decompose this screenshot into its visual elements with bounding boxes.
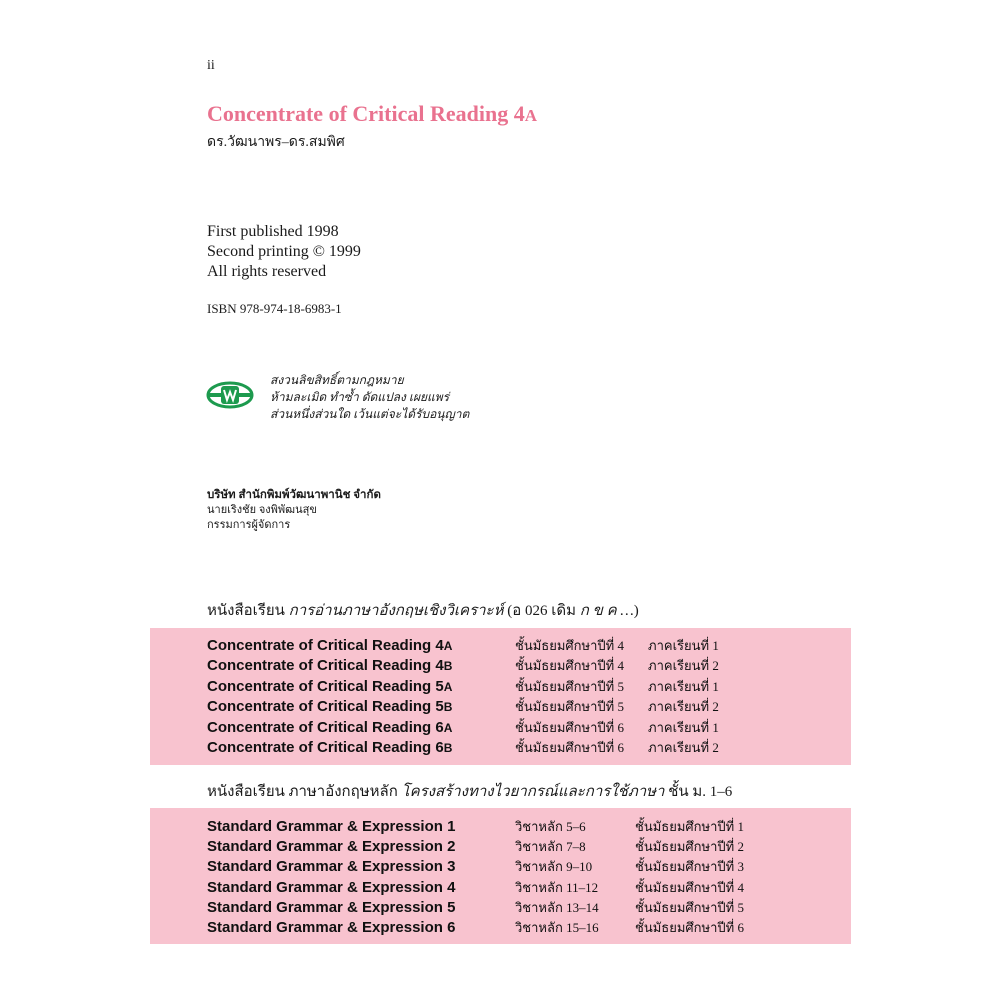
book-name: Standard Grammar & Expression 6 (207, 919, 456, 936)
copyright-line-3: ส่วนหนึ่งส่วนใด เว้นแต่จะได้รับอนุญาต (270, 407, 470, 421)
course: วิชาหลัก 9–10 (515, 859, 593, 874)
series2-heading (207, 779, 732, 803)
table-row (150, 857, 851, 877)
term: ภาคเรียนที่ 1 (648, 638, 719, 653)
publisher-role: กรรมการผู้จัดการ (207, 519, 291, 531)
book-name: Concentrate of Critical Reading 4A (207, 637, 453, 654)
grade: ชั้นมัธยมศึกษาปีที่ 5 (515, 679, 624, 694)
term: ภาคเรียนที่ 2 (648, 699, 719, 714)
grade: ชั้นมัธยมศึกษาปีที่ 5 (635, 900, 744, 915)
table-row (150, 697, 851, 717)
publisher-name: บริษัท สำนักพิมพ์วัฒนาพานิช จำกัด (207, 489, 381, 501)
table-row (150, 656, 851, 676)
book-title-text: Concentrate of Critical Reading 4 (207, 101, 525, 126)
term: ภาคเรียนที่ 1 (648, 720, 719, 735)
first-published: First published 1998 (207, 223, 339, 240)
grade: ชั้นมัธยมศึกษาปีที่ 2 (635, 839, 744, 854)
book-name: Standard Grammar & Expression 2 (207, 838, 456, 855)
book-name: Standard Grammar & Expression 1 (207, 818, 456, 835)
book-name: Concentrate of Critical Reading 6B (207, 739, 453, 756)
publisher-director: นายเริงชัย จงพิพัฒนสุข (207, 504, 317, 516)
table-row (150, 718, 851, 738)
grade: ชั้นมัธยมศึกษาปีที่ 6 (515, 740, 624, 755)
series2-table (150, 808, 851, 944)
book-title-edition: A (524, 106, 537, 125)
publication-info (207, 222, 361, 282)
publisher-info (207, 488, 381, 533)
course: วิชาหลัก 15–16 (515, 920, 599, 935)
grade: ชั้นมัธยมศึกษาปีที่ 5 (515, 699, 624, 714)
series1-prefix: หนังสือเรียน (207, 603, 289, 619)
table-row (150, 636, 851, 656)
course: วิชาหลัก 5–6 (515, 819, 586, 834)
book-name: Concentrate of Critical Reading 5A (207, 678, 453, 695)
table-row (150, 837, 851, 857)
page-number: ii (207, 58, 215, 73)
copyright-line-2: ห้ามละเมิด ทำซ้ำ ดัดแปลง เผยแพร่ (270, 390, 450, 404)
series2-title: โครงสร้างทางไวยากรณ์และการใช้ภาษา (401, 784, 665, 800)
book-name: Standard Grammar & Expression 5 (207, 899, 456, 916)
grade: ชั้นมัธยมศึกษาปีที่ 3 (635, 859, 744, 874)
book-title (207, 101, 537, 127)
table-row (150, 677, 851, 697)
grade: ชั้นมัธยมศึกษาปีที่ 4 (515, 658, 624, 673)
copyright-notice (270, 372, 469, 423)
series1-table (150, 628, 851, 765)
series2-prefix: หนังสือเรียน ภาษาอังกฤษหลัก (207, 784, 402, 800)
grade: ชั้นมัธยมศึกษาปีที่ 4 (515, 638, 624, 653)
grade: ชั้นมัธยมศึกษาปีที่ 6 (635, 920, 744, 935)
grade: ชั้นมัธยมศึกษาปีที่ 4 (635, 880, 744, 895)
table-row (150, 817, 851, 837)
book-name: Concentrate of Critical Reading 6A (207, 719, 453, 736)
isbn: ISBN 978-974-18-6983-1 (207, 301, 342, 316)
course: วิชาหลัก 13–14 (515, 900, 599, 915)
term: ภาคเรียนที่ 2 (648, 658, 719, 673)
book-name: Concentrate of Critical Reading 4B (207, 657, 453, 674)
authors: ดร.วัฒนาพร–ดร.สมพิศ (207, 135, 345, 150)
grade: ชั้นมัธยมศึกษาปีที่ 6 (515, 720, 624, 735)
copyright-line-1: สงวนลิขสิทธิ์ตามกฎหมาย (270, 373, 404, 387)
table-row (150, 898, 851, 918)
table-row (150, 738, 851, 758)
series1-suffix: (อ 026 เดิม (503, 603, 580, 619)
book-name: Concentrate of Critical Reading 5B (207, 698, 453, 715)
series2-suffix: ชั้น ม. 1–6 (664, 784, 733, 800)
grade: ชั้นมัธยมศึกษาปีที่ 1 (635, 819, 744, 834)
series1-heading (207, 598, 639, 622)
term: ภาคเรียนที่ 2 (648, 740, 719, 755)
series1-suffix-end: ) (633, 603, 639, 619)
table-row (150, 918, 851, 938)
book-name: Standard Grammar & Expression 3 (207, 858, 456, 875)
series1-title: การอ่านภาษาอังกฤษเชิงวิเคราะห์ (288, 603, 504, 619)
course: วิชาหลัก 7–8 (515, 839, 586, 854)
term: ภาคเรียนที่ 1 (648, 679, 719, 694)
book-name: Standard Grammar & Expression 4 (207, 879, 456, 896)
rights-reserved: All rights reserved (207, 263, 327, 280)
publisher-logo-icon (206, 380, 254, 410)
table-row (150, 878, 851, 898)
second-printing: Second printing © 1999 (207, 243, 361, 260)
series1-suffix-italic: ก ข ค … (579, 603, 634, 619)
course: วิชาหลัก 11–12 (515, 880, 599, 895)
